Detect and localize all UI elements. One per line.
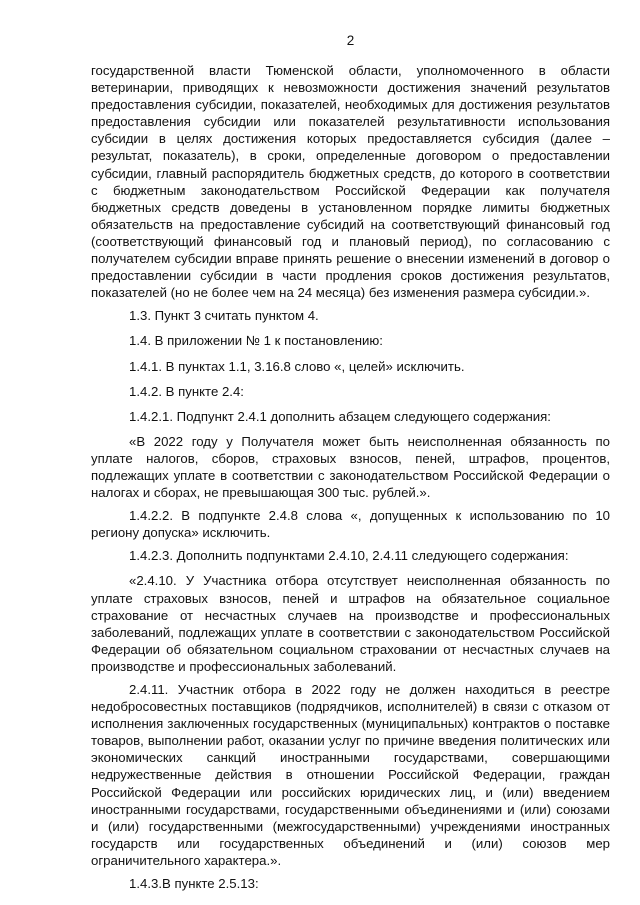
paragraph-1-4-2-1: 1.4.2.1. Подпункт 2.4.1 дополнить абзацем следующего содержания: xyxy=(129,408,551,424)
paragraph-2-4-10: «2.4.10. У Участника отбора отсутствует неисполненная обязанность по уплате страховых взносов, пеней и штрафов на обязательное социальное страхование от несчастных случаев на производстве и профессиональных заболеваний, подлежащих уплате в соответствии с законодательством Российской Федерации об обязательном социальном страховании от несчастных случаев на производстве и профессиональных заболеваний. xyxy=(91,573,610,674)
paragraph-2-4-11: 2.4.11. Участник отбора в 2022 году не должен находиться в реестре недобросовестных поставщиков (подрядчиков, исполнителей) в связи с отказом от исполнения заключенных государственных (муниципальных) контрактов о поставке товаров, выполнении работ, оказании услуг по причине введения политических или экономических санкций иностранными государствами, совершающими недружественные действия в отношении Российской Федерации, граждан Российской Федерации или российских юридических лиц, и (или) введением иностранными государствами, государственными объединениями и (или) союзами и (или) государственными (межгосударственными) учреждениями иностранных государств или государственных объединений и (или) союзов мер ограничительного характера.». xyxy=(91,682,610,868)
paragraph-1-4-2-3: 1.4.2.3. Дополнить подпунктами 2.4.10, 2.4.11 следующего содержания: xyxy=(129,548,569,564)
paragraph-1-4-2-2: 1.4.2.2. В подпункте 2.4.8 слова «, допущенных к использованию по 10 региону допуска» исключить. xyxy=(91,508,610,541)
paragraph-1-4-2: 1.4.2. В пункте 2.4: xyxy=(129,383,244,399)
paragraph-1-3: 1.3. Пункт 3 считать пунктом 4. xyxy=(129,308,319,324)
paragraph-1-4-1: 1.4.1. В пунктах 1.1, 3.16.8 слово «, целей» исключить. xyxy=(129,358,465,374)
paragraph-1-4-3: 1.4.3.В пункте 2.5.13: xyxy=(129,876,259,892)
paragraph-1-4: 1.4. В приложении № 1 к постановлению: xyxy=(129,333,383,349)
paragraph-quote-2022: «В 2022 году у Получателя может быть неисполненная обязанность по уплате налогов, сборов, страховых взносов, пеней, штрафов, процентов, подлежащих уплате в соответствии с законодательством Российской Федерации о налогах и сборах, не превышающая 300 тыс. рублей.». xyxy=(91,433,610,501)
paragraph-continuation: государственной власти Тюменской области, уполномоченного в области ветеринарии, приводящих к невозможности достижения значений результатов предоставления субсидии, показателей, необходимых для достижения результатов предоставления субсидии или показателей результативности использования субсидии в целях достижения которых предоставляется субсидия (далее – результат, показатель), в сроки, определенные договором о предоставлении субсидии, главный распорядитель бюджетных средств, до которого в соответствии с бюджетным законодательством Российской Федерации как получателя бюджетных средств доведены в установленном порядке лимиты бюджетных обязательств на предоставление субсидий на соответствующий финансовый год (соответствующий финансовый год и плановый период), по согласованию с получателем субсидии вправе принять решение о внесении изменений в договор о предоставлении субсидии в части продления сроков достижения результатов, показателей (но не более чем на 24 месяца) без изменения размера субсидии.». xyxy=(91,63,610,301)
page-number: 2 xyxy=(346,33,355,48)
